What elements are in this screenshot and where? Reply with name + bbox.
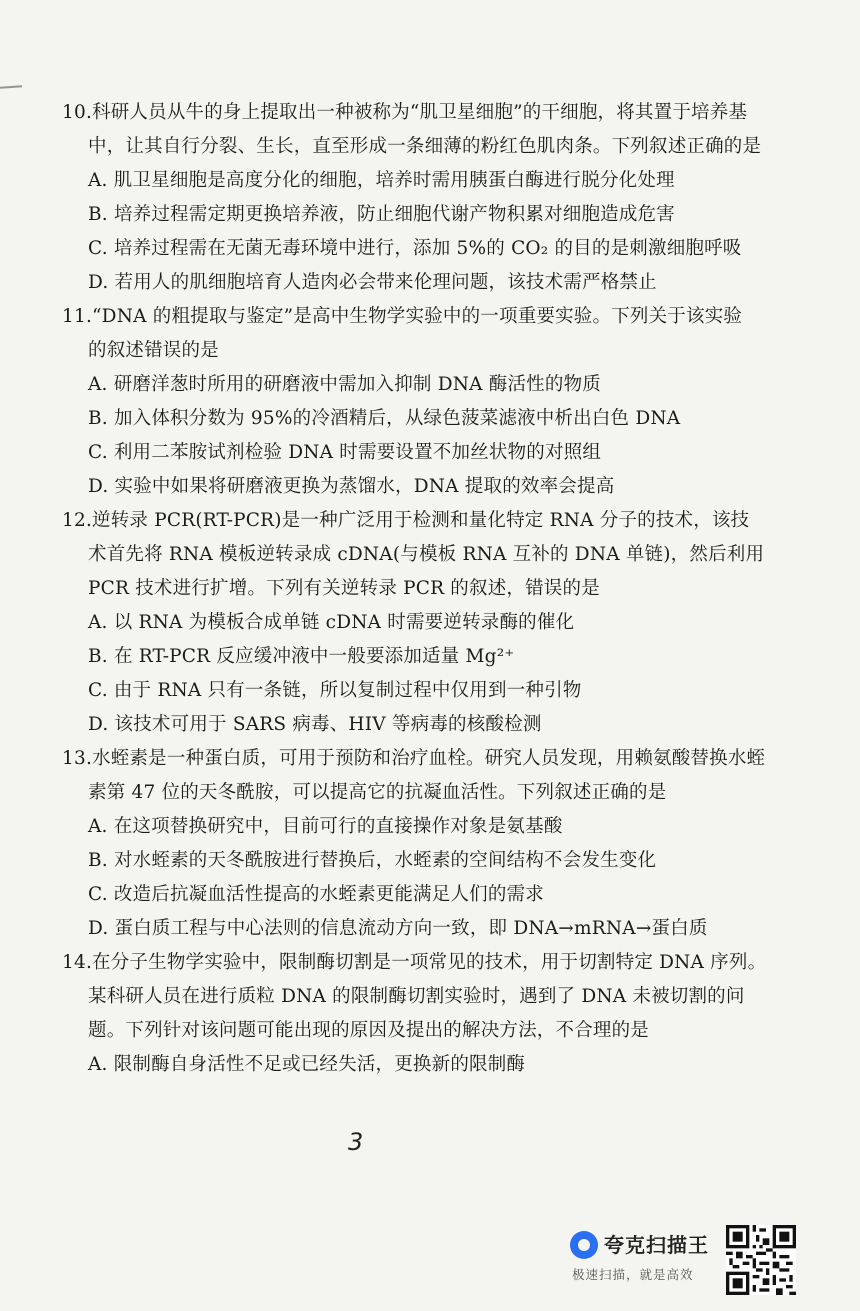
question-stem — [62, 300, 802, 368]
stem-line: 素第 47 位的天冬酰胺，可以提高它的抗凝血活性。下列叙述正确的是 — [88, 782, 667, 803]
question-stem — [62, 504, 802, 606]
stem-line: 14.在分子生物学实验中，限制酶切割是一项常见的技术，用于切割特定 DNA 序列。 — [62, 952, 767, 973]
quark-logo-icon — [570, 1231, 598, 1259]
option-b: B. 加入体积分数为 95%的冷酒精后，从绿色菠菜滤液中析出白色 DNA — [88, 408, 681, 429]
option-c: C. 培养过程需在无菌无毒环境中进行，添加 5%的 CO₂ 的目的是刺激细胞呼吸 — [88, 238, 742, 259]
scan-artifact — [0, 85, 22, 89]
option-b: B. 在 RT-PCR 反应缓冲液中一般要添加适量 Mg²⁺ — [88, 646, 515, 667]
stem-line: 某科研人员在进行质粒 DNA 的限制酶切割实验时，遇到了 DNA 未被切割的问 — [88, 986, 745, 1007]
stem-line: 13.水蛭素是一种蛋白质，可用于预防和治疗血栓。研究人员发现，用赖氨酸替换水蛭 — [62, 748, 766, 769]
stem-line: 10.科研人员从牛的身上提取出一种被称为“肌卫星细胞”的干细胞，将其置于培养基 — [62, 102, 748, 123]
option-b: B. 对水蛭素的天冬酰胺进行替换后，水蛭素的空间结构不会发生变化 — [88, 850, 657, 871]
question-list — [62, 96, 802, 1082]
option-d: D. 蛋白质工程与中心法则的信息流动方向一致，即 DNA→mRNA→蛋白质 — [88, 918, 708, 939]
page-number: 3 — [348, 1128, 364, 1156]
stem-line: 11.“DNA 的粗提取与鉴定”是高中生物学实验中的一项重要实验。下列关于该实验 — [62, 306, 743, 327]
option-b: B. 培养过程需定期更换培养液，防止细胞代谢产物积累对细胞造成危害 — [88, 204, 675, 225]
question-stem — [62, 946, 802, 1048]
stem-line: 题。下列针对该问题可能出现的原因及提出的解决方法，不合理的是 — [88, 1020, 650, 1041]
option-c: C. 改造后抗凝血活性提高的水蛭素更能满足人们的需求 — [88, 884, 544, 905]
option-c: C. 由于 RNA 只有一条链，所以复制过程中仅用到一种引物 — [88, 680, 582, 701]
stem-line: 12.逆转录 PCR(RT-PCR)是一种广泛用于检测和量化特定 RNA 分子的技术，该技 — [62, 510, 750, 531]
question-stem — [62, 96, 802, 164]
stem-line: 的叙述错误的是 — [88, 340, 219, 361]
question-10 — [62, 96, 802, 300]
option-a: A. 肌卫星细胞是高度分化的细胞，培养时需用胰蛋白酶进行脱分化处理 — [88, 170, 675, 191]
option-a: A. 研磨洋葱时所用的研磨液中需加入抑制 DNA 酶活性的物质 — [88, 374, 601, 395]
question-13 — [62, 742, 802, 946]
stem-line: PCR 技术进行扩增。下列有关逆转录 PCR 的叙述，错误的是 — [88, 578, 600, 599]
question-stem — [62, 742, 802, 810]
option-c: C. 利用二苯胺试剂检验 DNA 时需要设置不加丝状物的对照组 — [88, 442, 602, 463]
question-14 — [62, 946, 802, 1082]
qr-code-icon — [726, 1225, 796, 1295]
option-a: A. 在这项替换研究中，目前可行的直接操作对象是氨基酸 — [88, 816, 563, 837]
option-d: D. 实验中如果将研磨液更换为蒸馏水，DNA 提取的效率会提高 — [88, 476, 615, 497]
option-d: D. 该技术可用于 SARS 病毒、HIV 等病毒的核酸检测 — [88, 714, 542, 735]
option-a: A. 以 RNA 为模板合成单链 cDNA 时需要逆转录酶的催化 — [88, 612, 575, 633]
question-11 — [62, 300, 802, 504]
question-12 — [62, 504, 802, 742]
stem-line: 中，让其自行分裂、生长，直至形成一条细薄的粉红色肌肉条。下列叙述正确的是 — [88, 136, 762, 157]
option-a: A. 限制酶自身活性不足或已经失活，更换新的限制酶 — [88, 1054, 526, 1075]
qr-code-graphic — [726, 1225, 796, 1295]
watermark-slogan: 极速扫描，就是高效 — [572, 1267, 694, 1282]
stem-line: 术首先将 RNA 模板逆转录成 cDNA(与模板 RNA 互补的 DNA 单链)，然后利用 — [88, 544, 765, 565]
watermark-app-name: 夸克扫描王 — [604, 1233, 709, 1257]
scanner-watermark — [570, 1225, 800, 1297]
option-d: D. 若用人的肌细胞培育人造肉必会带来伦理问题，该技术需严格禁止 — [88, 272, 657, 293]
